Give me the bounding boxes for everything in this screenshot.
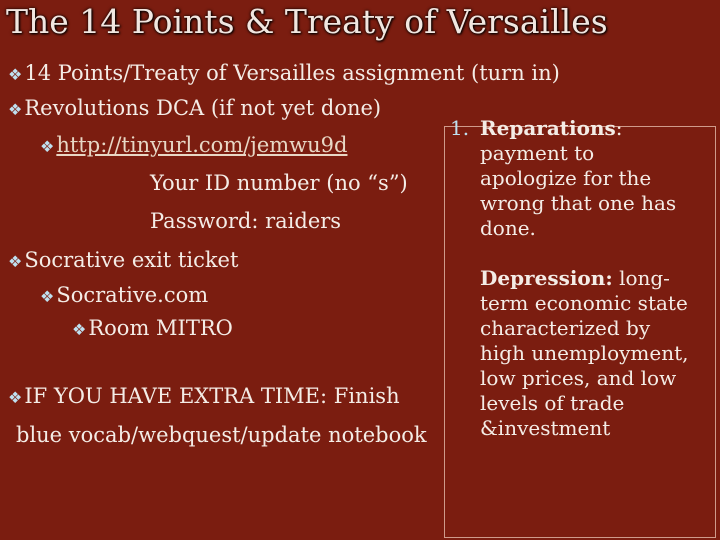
diamond-bullet-icon: ❖ <box>8 388 23 407</box>
reparations-heading <box>480 116 623 141</box>
diamond-bullet-icon: ❖ <box>40 287 55 306</box>
depression-line: levels of trade <box>480 391 625 415</box>
list-item-socrative <box>8 247 238 275</box>
depression-line: characterized by <box>480 316 651 340</box>
item-text: Room MITRO <box>88 316 233 340</box>
depression-line: &investment <box>480 416 611 440</box>
sub-item-room <box>72 315 233 343</box>
id-instruction: Your ID number (no “s”) <box>150 171 408 195</box>
depression-term: Depression: <box>480 266 613 290</box>
reparations-line: done. <box>480 216 536 240</box>
depression-line: long- <box>619 266 670 290</box>
reparations-line: wrong that one has <box>480 191 677 215</box>
password-text: Password: raiders <box>150 209 342 233</box>
item-text: Socrative exit ticket <box>24 248 239 272</box>
list-item-extra-time <box>8 383 400 411</box>
diamond-bullet-icon: ❖ <box>8 100 23 119</box>
list-number: 1. <box>450 116 470 140</box>
item-text: Socrative.com <box>56 283 209 307</box>
list-item-revolutions <box>8 95 381 123</box>
item-text: Revolutions DCA (if not yet done) <box>24 96 382 120</box>
depression-heading <box>480 266 670 291</box>
sub-item-socrative-site <box>40 282 208 310</box>
tinyurl-link[interactable]: http://tinyurl.com/jemwu9d <box>56 133 348 157</box>
depression-line: term economic state <box>480 291 688 315</box>
reparations-term: Reparations <box>480 116 616 140</box>
depression-line: low prices, and low <box>480 366 677 390</box>
colon: : <box>615 116 623 140</box>
item-text: 14 Points/Treaty of Versailles assignment (turn in) <box>24 61 560 85</box>
sub-item-link <box>40 132 347 160</box>
diamond-bullet-icon: ❖ <box>8 65 23 84</box>
diamond-bullet-icon: ❖ <box>40 137 55 156</box>
depression-line: high unemployment, <box>480 341 689 365</box>
extra-time-continuation: blue vocab/webquest/update notebook <box>16 423 427 447</box>
diamond-bullet-icon: ❖ <box>8 252 23 271</box>
reparations-line: apologize for the <box>480 166 652 190</box>
item-text: IF YOU HAVE EXTRA TIME: Finish <box>24 384 400 408</box>
page-title: The 14 Points & Treaty of Versailles <box>6 2 608 41</box>
list-item-assignment <box>8 60 560 88</box>
reparations-line: payment to <box>480 141 595 165</box>
diamond-bullet-icon: ❖ <box>72 320 87 339</box>
